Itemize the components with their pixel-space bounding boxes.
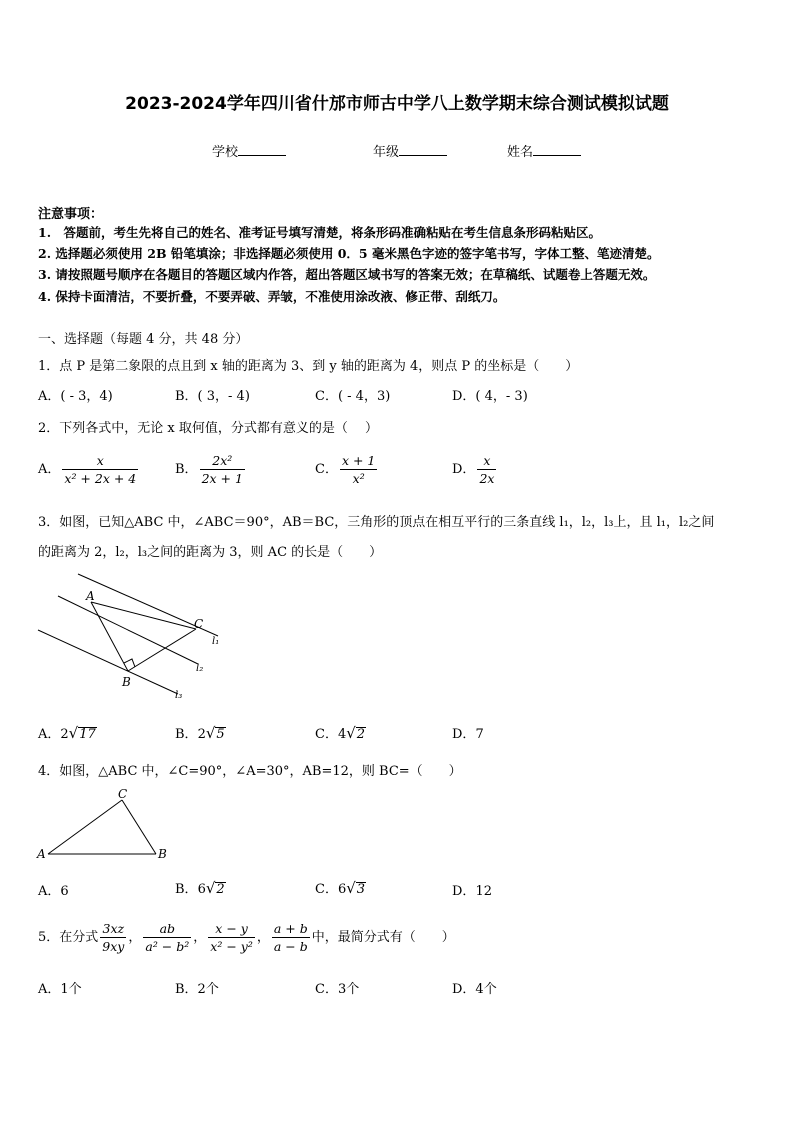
- q3-option-a[interactable]: [38, 723, 97, 742]
- coefficient: 2: [60, 727, 69, 742]
- fraction: [100, 920, 126, 955]
- numerator: x − y: [208, 920, 255, 938]
- grade-field[interactable]: [373, 141, 447, 160]
- q1-option-c[interactable]: C．( - 4，3): [315, 389, 391, 404]
- denominator: 9xy: [102, 939, 125, 954]
- q4-option-b[interactable]: [175, 878, 226, 897]
- sqrt-icon: √: [205, 724, 216, 742]
- option-letter: B．: [175, 727, 198, 742]
- option-letter: A．: [38, 727, 61, 742]
- question-4-stem: 4．如图，△ABC 中，∠C=90°，∠A=30°，AB=12，则 BC=（ ）: [38, 764, 462, 779]
- denominator: x²: [352, 471, 365, 486]
- stem-prefix: 5．在分式: [38, 930, 99, 945]
- separator: ，: [256, 930, 270, 945]
- option-value: 12: [475, 884, 492, 899]
- label-a: A: [37, 847, 46, 861]
- option-letter: C．: [315, 462, 338, 477]
- denominator: a² − b²: [145, 939, 190, 954]
- denominator: a − b: [273, 939, 308, 954]
- question-5-stem: [38, 920, 455, 955]
- option-letter: B．: [175, 462, 198, 477]
- label-c: C: [194, 617, 204, 631]
- option-letter: A．: [38, 884, 61, 899]
- numerator: x: [477, 452, 496, 470]
- side-ac: [91, 602, 196, 629]
- fraction: [208, 920, 255, 955]
- fraction: [200, 452, 245, 487]
- coefficient: 6: [337, 882, 347, 897]
- coefficient: 6: [197, 882, 206, 897]
- name-label: 姓名: [507, 145, 534, 160]
- grade-label: 年级: [373, 145, 400, 160]
- q4-option-d[interactable]: [452, 880, 492, 899]
- q1-option-a[interactable]: A．( - 3，4): [38, 389, 113, 404]
- q2-option-d[interactable]: [452, 452, 498, 487]
- q3-option-c[interactable]: [315, 723, 366, 742]
- note-item: 1. 答题前，考生先将自己的姓名、准考证号填写清楚，将条形码准确粘贴在考生信息条形码粘贴区。: [38, 225, 602, 240]
- fraction: [143, 920, 191, 955]
- label-a: A: [86, 589, 95, 603]
- q2-option-a[interactable]: [38, 452, 140, 487]
- question-2-stem: 2．下列各式中，无论 x 取何值，分式都有意义的是（ ）: [38, 421, 378, 436]
- numerator: a + b: [273, 921, 308, 936]
- label-b: B: [158, 847, 167, 861]
- option-letter: C．: [315, 727, 338, 742]
- q2-option-b[interactable]: [175, 452, 247, 487]
- radicand: 2: [356, 727, 366, 742]
- school-field[interactable]: [212, 141, 286, 160]
- label-l2: l₂: [196, 663, 204, 674]
- denominator: x² − y²: [210, 939, 253, 954]
- q3-option-d[interactable]: [452, 723, 484, 742]
- denominator: 2x + 1: [201, 471, 243, 486]
- note-item: 3. 请按照题号顺序在各题目的答题区域内作答，超出答题区域书写的答案无效；在草稿纸、试题卷上答题无效。: [38, 267, 656, 282]
- coefficient: 2: [197, 727, 206, 742]
- question-3-stem-line2: 的距离为 2，l₂，l₃之间的距离为 3，则 AC 的长是（ ）: [38, 545, 383, 560]
- denominator: x² + 2x + 4: [64, 471, 137, 486]
- side-cb: [122, 800, 156, 854]
- q4-figure: [34, 786, 174, 866]
- school-label: 学校: [212, 145, 239, 160]
- option-letter: A．: [38, 462, 61, 477]
- name-field[interactable]: [507, 141, 581, 160]
- note-item: 4. 保持卡面清洁，不要折叠，不要弄破、弄皱，不准使用涂改液、修正带、刮纸刀。: [38, 289, 506, 304]
- q1-option-d[interactable]: D．( 4，- 3): [452, 389, 528, 404]
- side-ac: [48, 800, 122, 854]
- label-l1: l₁: [212, 636, 220, 647]
- notes-heading: 注意事项：: [38, 207, 104, 222]
- question-1-stem: 1．点 P 是第二象限的点且到 x 轴的距离为 3、到 y 轴的距离为 4，则点 P 的坐标是（ ）: [38, 359, 579, 374]
- separator: ，: [128, 930, 142, 945]
- option-letter: D．: [452, 727, 476, 742]
- radicand: 3: [356, 882, 366, 897]
- sqrt-icon: √: [68, 724, 79, 742]
- label-l3: l₃: [175, 690, 183, 701]
- sqrt-icon: √: [205, 879, 216, 897]
- numerator: 2x²: [200, 452, 245, 470]
- numerator: x: [62, 452, 138, 470]
- fraction: [477, 452, 496, 487]
- q4-option-a[interactable]: [38, 880, 69, 899]
- fraction: [62, 452, 138, 487]
- side-ab: [91, 602, 128, 671]
- q1-option-b[interactable]: B．( 3，- 4): [175, 389, 250, 404]
- q5-option-b[interactable]: B．2个: [175, 982, 219, 997]
- radicand: 2: [216, 882, 225, 897]
- section-heading: 一、选择题（每题 4 分，共 48 分）: [38, 332, 249, 347]
- separator: ，: [193, 930, 207, 945]
- option-value: 7: [475, 727, 484, 742]
- numerator: 3xz: [100, 920, 126, 938]
- q5-option-a[interactable]: A．1个: [38, 982, 82, 997]
- option-value: 6: [60, 884, 69, 899]
- q2-option-c[interactable]: [315, 452, 379, 487]
- option-letter: C．: [315, 882, 338, 897]
- radicand: 5: [216, 727, 225, 742]
- coefficient: 4: [337, 727, 347, 742]
- label-c: C: [118, 787, 128, 801]
- sqrt-icon: √: [346, 879, 356, 897]
- q5-option-c[interactable]: C．3个: [315, 982, 360, 997]
- denominator: 2x: [479, 471, 495, 486]
- numerator: x + 1: [341, 453, 376, 468]
- q3-figure: [36, 566, 226, 706]
- option-letter: D．: [452, 884, 476, 899]
- stem-suffix: 中，最简分式有（ ）: [311, 930, 455, 945]
- q5-option-d[interactable]: D．4个: [452, 982, 497, 997]
- question-3-stem-line1: 3．如图，已知△ABC 中，∠ABC＝90°，AB＝BC，三角形的顶点在相互平行的三条直线 l₁，l₂，l₃上，且 l₁，l₂之间: [38, 515, 715, 530]
- option-letter: D．: [452, 462, 476, 477]
- q4-option-c[interactable]: [315, 878, 366, 897]
- fraction: [272, 920, 310, 955]
- note-item: 2. 选择题必须使用 2B 铅笔填涂；非选择题必须使用 0．5 毫米黑色字迹的签字笔书写，字体工整、笔迹清楚。: [38, 246, 660, 261]
- numerator: ab: [143, 920, 191, 938]
- radicand: 17: [79, 727, 96, 742]
- line-l2: [58, 596, 198, 664]
- label-b: B: [122, 675, 131, 689]
- sqrt-icon: √: [346, 724, 356, 742]
- page-title: 2023-2024学年四川省什邡市师古中学八上数学期末综合测试模拟试题: [125, 94, 669, 114]
- line-l3: [38, 630, 178, 694]
- q3-option-b[interactable]: [175, 723, 226, 742]
- option-letter: B．: [175, 882, 198, 897]
- fraction: [340, 452, 377, 487]
